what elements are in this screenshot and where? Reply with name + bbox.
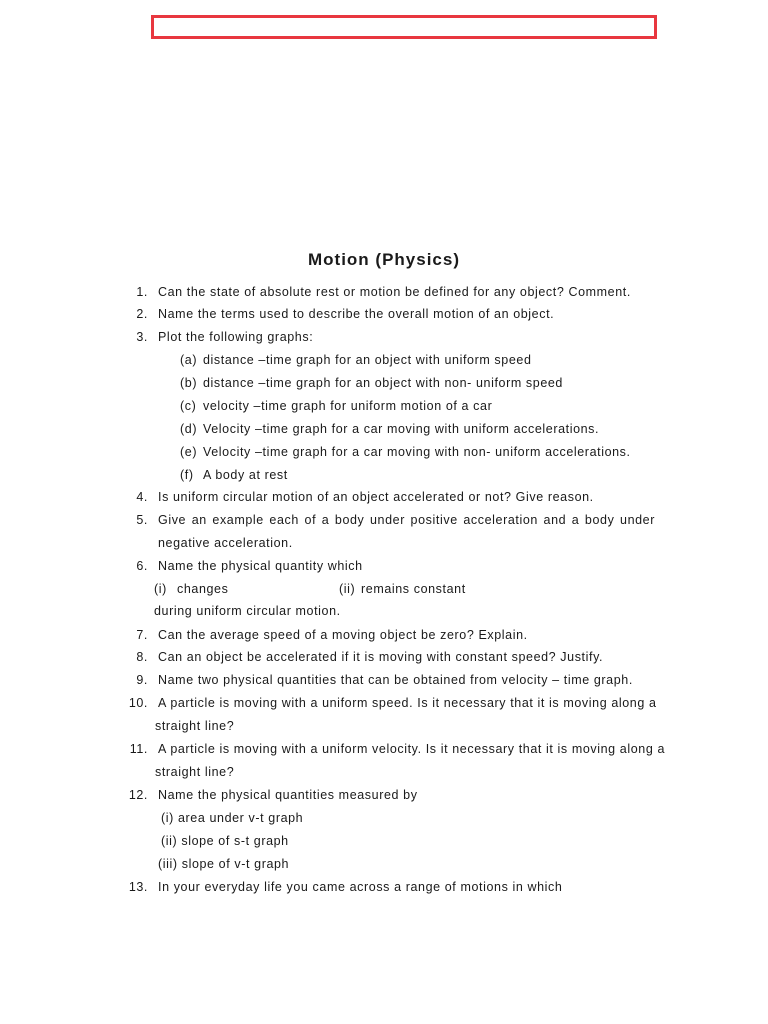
question-number: 8. <box>136 650 148 664</box>
question-number: 12. <box>128 788 148 802</box>
question-text: A particle is moving with a uniform velocity. Is it necessary that it is moving along a <box>158 742 666 756</box>
graph-text: velocity –time graph for uniform motion of a car <box>203 399 493 413</box>
question-number: 9. <box>136 673 148 687</box>
question-number: 6. <box>136 559 148 573</box>
question-text: In your everyday life you came across a range of motions in which <box>158 880 563 894</box>
question-number: 3. <box>136 330 148 344</box>
graph-label: (c) <box>180 399 197 413</box>
question-text-cont: during uniform circular motion. <box>154 604 341 618</box>
question-text: Name the terms used to describe the overall motion of an object. <box>158 307 555 321</box>
redacted-header-box <box>151 15 657 39</box>
option-text: remains constant <box>361 582 466 596</box>
question-text: Plot the following graphs: <box>158 330 314 344</box>
question-text-cont: straight line? <box>155 719 235 733</box>
question-number: 11. <box>129 742 148 756</box>
question-text: Give an example each of a body under positive acceleration and a body under <box>158 513 655 527</box>
option-text: changes <box>177 582 229 596</box>
question-text: Is uniform circular motion of an object accelerated or not? Give reason. <box>158 490 594 504</box>
graph-text: Velocity –time graph for a car moving with uniform accelerations. <box>203 422 600 436</box>
option-label: (i) <box>154 582 167 596</box>
question-number: 13. <box>128 880 148 894</box>
sub-item-text: (ii) slope of s-t graph <box>161 834 289 848</box>
question-number: 5. <box>136 513 148 527</box>
question-text-cont: negative acceleration. <box>158 536 293 550</box>
page-title: Motion (Physics) <box>307 250 460 269</box>
question-number: 1. <box>136 285 148 299</box>
graph-label: (d) <box>180 422 198 436</box>
graph-label: (e) <box>180 445 198 459</box>
graph-text: Velocity –time graph for a car moving with non- uniform accelerations. <box>203 445 631 459</box>
question-text: A particle is moving with a uniform speed. Is it necessary that it is moving along a <box>158 696 657 710</box>
graph-label: (a) <box>180 353 198 367</box>
question-number: 2. <box>136 307 148 321</box>
question-text: Name the physical quantity which <box>158 559 363 573</box>
graph-label: (f) <box>180 468 194 482</box>
question-text-cont: straight line? <box>155 765 235 779</box>
graph-label: (b) <box>180 376 198 390</box>
question-number: 4. <box>136 490 148 504</box>
question-text: Name the physical quantities measured by <box>158 788 418 802</box>
graph-text: distance –time graph for an object with uniform speed <box>203 353 532 367</box>
question-number: 7. <box>136 628 148 642</box>
sub-item-text: (i) area under v-t graph <box>161 811 304 825</box>
graph-text: A body at rest <box>203 468 288 482</box>
question-number: 10. <box>128 696 148 710</box>
question-text: Can the average speed of a moving object be zero? Explain. <box>158 628 528 642</box>
question-text: Name two physical quantities that can be obtained from velocity – time graph. <box>158 673 633 687</box>
question-text: Can an object be accelerated if it is moving with constant speed? Justify. <box>158 650 604 664</box>
option-label: (ii) <box>339 582 356 596</box>
question-text: Can the state of absolute rest or motion be defined for any object? Comment. <box>158 285 631 299</box>
sub-item-text: (iii) slope of v-t graph <box>158 857 290 871</box>
graph-text: distance –time graph for an object with non- uniform speed <box>203 376 563 390</box>
